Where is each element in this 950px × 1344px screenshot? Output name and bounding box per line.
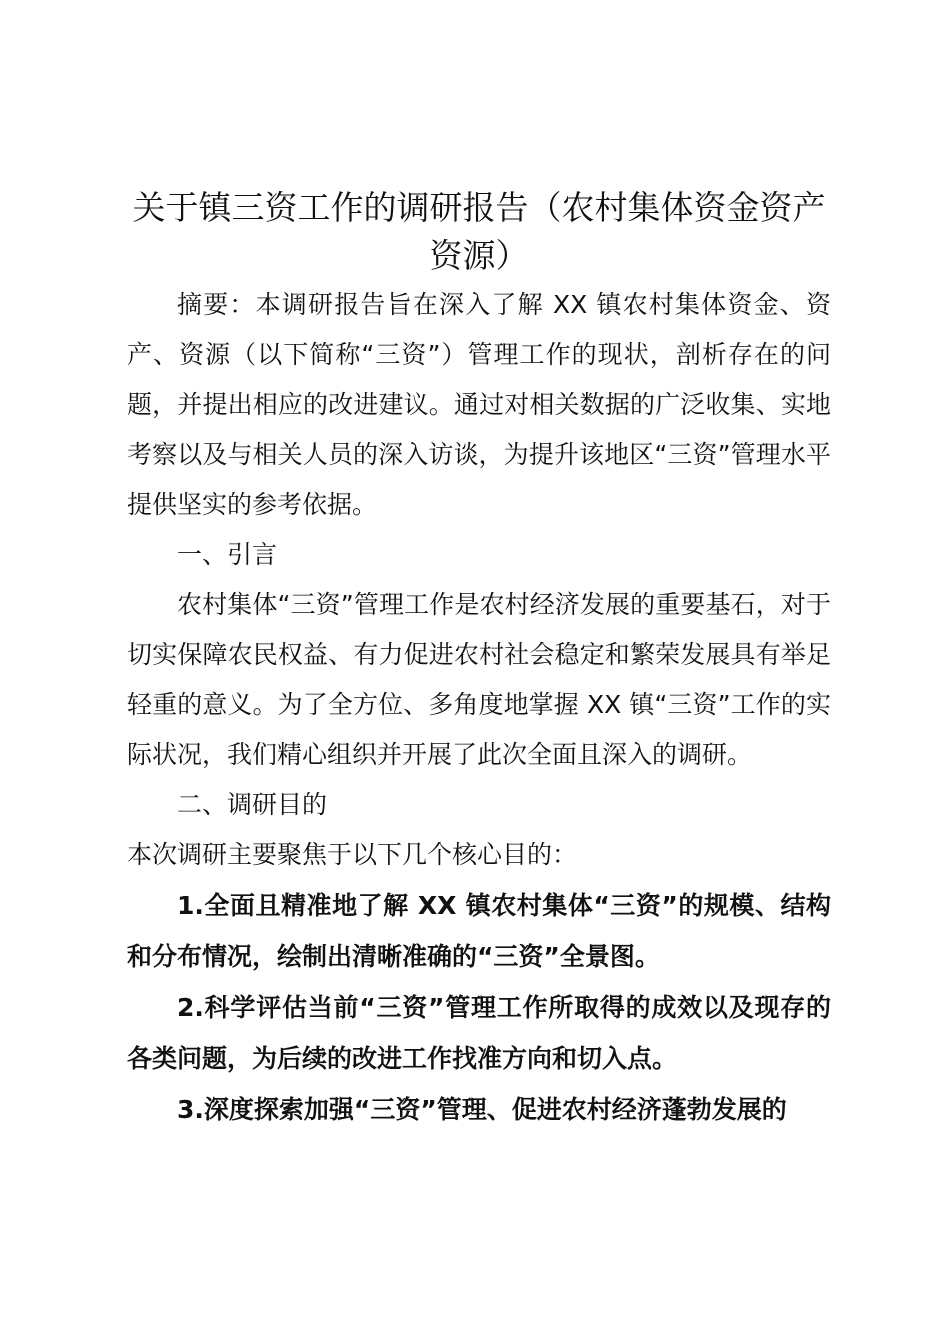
goal-item-1: 1.全面且精准地了解 XX 镇农村集体“三资”的规模、结构和分布情况，绘制出清晰准确的“三资”全景图。 — [127, 891, 831, 971]
goal-item-2: 2.科学评估当前“三资”管理工作所取得的成效以及现存的各类问题，为后续的改进工作找准方向和切入点。 — [127, 993, 831, 1073]
document-title: 关于镇三资工作的调研报告（农村集体资金资产资源） — [132, 188, 826, 275]
section-heading-introduction: 一、引言 — [177, 540, 278, 569]
introduction-paragraph: 农村集体“三资”管理工作是农村经济发展的重要基石，对于切实保障农民权益、有力促进农村社会稳定和繁荣发展具有举足轻重的意义。为了全方位、多角度地掌握 XX 镇“三资”工作的实际状况，我们精心组织并开展了此次全面且深入的调研。 — [127, 590, 831, 769]
goal-item-3: 3.深度探索加强“三资”管理、促进农村经济蓬勃发展的 — [177, 1095, 787, 1124]
purpose-intro: 本次调研主要聚焦于以下几个核心目的： — [127, 840, 578, 869]
abstract-paragraph: 摘要：本调研报告旨在深入了解 XX 镇农村集体资金、资产、资源（以下简称“三资”）管理工作的现状，剖析存在的问题，并提出相应的改进建议。通过对相关数据的广泛收集、实地考察以及与相关人员的深入访谈，为提升该地区“三资”管理水平提供坚实的参考依据。 — [127, 290, 831, 519]
section-heading-purpose: 二、调研目的 — [177, 790, 328, 819]
document-page — [127, 184, 831, 1135]
